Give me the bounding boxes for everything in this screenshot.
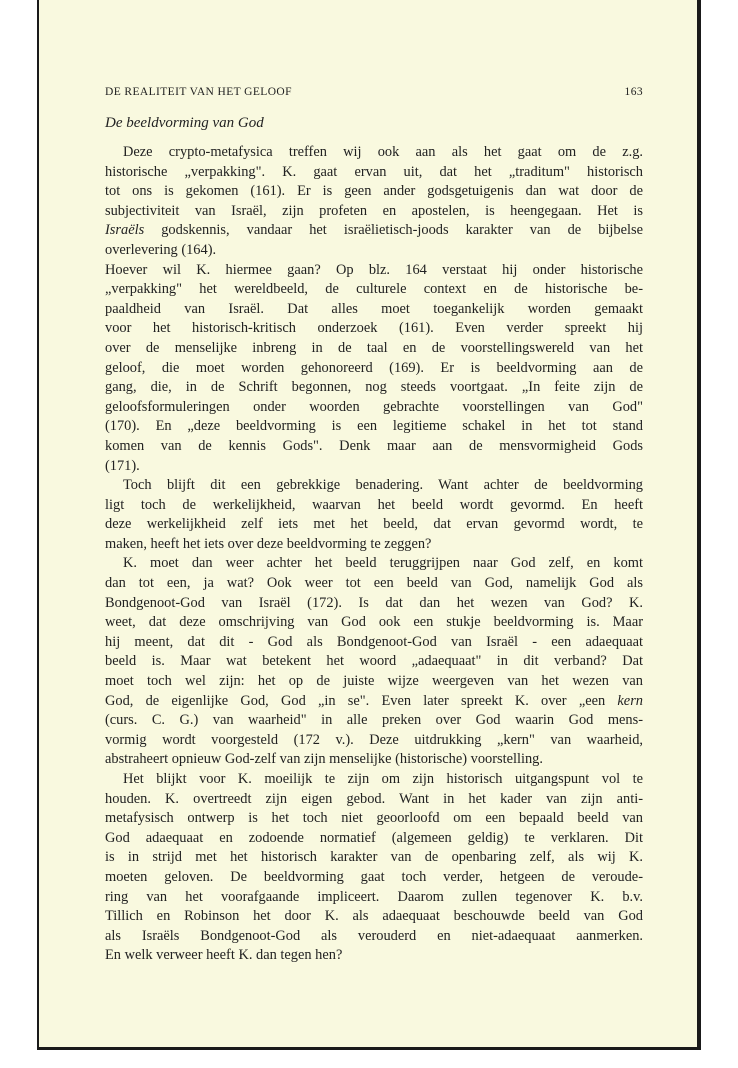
text-line	[105, 868, 643, 888]
line-text: subjectiviteit van Israël, zijn profeten en apostelen, is heengegaan. Het is	[105, 202, 643, 219]
line-text: Bondgenoot-God van Israël (172). Is dat dan het wezen van God? K.	[105, 594, 643, 611]
page-number: 163	[624, 86, 643, 98]
text-line	[105, 515, 643, 535]
line-text: godskennis, vandaar het israëlietisch-joods karakter van de bijbelse	[144, 222, 643, 239]
text-line	[105, 770, 643, 790]
line-text: Deze crypto-metafysica treffen wij ook aan als het gaat om de z.g.	[123, 144, 643, 160]
line-text: weet, dat deze omschrijving van God ook een stukje beeldvorming is. Maar	[105, 614, 643, 631]
text-line	[105, 809, 643, 829]
text-line	[105, 280, 643, 300]
line-text: tot ons is gekomen (161). Er is geen ander godsgetuigenis dan wat door de	[105, 183, 643, 200]
text-line	[105, 692, 643, 712]
line-text: Toch blijft dit een gebrekkige benadering. Want achter de beeldvorming	[123, 477, 643, 494]
text-line	[105, 378, 643, 398]
text-line	[105, 202, 643, 222]
italic-word: kern	[617, 692, 643, 709]
text-line	[105, 574, 643, 594]
line-text: God, de eigenlijke God, God „in se". Even later spreekt K. over „een	[105, 692, 618, 709]
text-line	[105, 163, 643, 183]
text-line	[105, 731, 643, 751]
text-line	[105, 241, 643, 261]
body-text	[105, 143, 643, 966]
line-text: deze werkelijkheid zelf iets met het beeld, dat ervan gevormd wordt, te	[105, 516, 643, 533]
text-line	[105, 888, 643, 908]
line-text: maken, heeft het iets over deze beeldvorming te zeggen?	[105, 535, 432, 552]
text-line	[105, 476, 643, 496]
text-line	[105, 633, 643, 653]
text-line	[105, 359, 643, 379]
line-text: Tillich en Robinson het door K. als adaequaat beschouwde beeld van God	[105, 908, 643, 925]
line-text: ring van het voorafgaande impliceert. Daarom zullen tegenover K. b.v.	[105, 888, 643, 905]
text-line	[105, 496, 643, 516]
line-text: vormig wordt voorgesteld (172 v.). Deze uitdrukking „kern" van waarheid,	[105, 731, 643, 748]
line-text: houden. K. overtreedt zijn eigen gebod. Want in het kader van zijn anti-	[105, 790, 643, 807]
section-title: De beeldvorming van God	[105, 115, 264, 131]
book-page	[37, 0, 701, 1050]
line-text: voor het historisch-kritisch onderzoek (161). Even verder spreekt hij	[105, 320, 643, 337]
line-text: (170). En „deze beeldvorming is een legitieme schakel in het tot stand	[105, 418, 643, 435]
text-line	[105, 750, 643, 770]
text-line	[105, 790, 643, 810]
line-text: Het blijkt voor K. moeilijk te zijn om zijn historisch uitgangspunt vol te	[123, 771, 643, 787]
text-line	[105, 594, 643, 614]
line-text: abstraheert opnieuw God-zelf van zijn menselijke (historische) voorstelling.	[105, 751, 543, 768]
line-text: metafysisch ontwerp is het toch niet geoorloofd om een bepaald beeld van	[105, 810, 643, 827]
text-line	[105, 927, 643, 947]
line-text: komen van de kennis Gods". Denk maar aan de mensvormigheid Gods	[105, 437, 643, 454]
text-line	[105, 946, 643, 966]
text-line	[105, 143, 643, 163]
running-header	[105, 86, 643, 98]
line-text: En welk verweer heeft K. dan tegen hen?	[105, 947, 343, 964]
text-line	[105, 848, 643, 868]
text-line	[105, 554, 643, 574]
text-line	[105, 221, 643, 241]
line-text: historische „verpakking". K. gaat ervan uit, dat het „traditum" historisch	[105, 163, 643, 180]
text-line	[105, 652, 643, 672]
text-line	[105, 182, 643, 202]
line-text: hij meent, dat dit - God als Bondgenoot-God van Israël - een adaequaat	[105, 633, 643, 650]
line-text: moeten geloven. De beeldvorming gaat toch verder, hetgeen de veroude-	[105, 868, 643, 885]
line-text: dan tot een, ja wat? Ook weer tot een beeld van God, namelijk God als	[105, 575, 643, 592]
line-text: overlevering (164).	[105, 241, 217, 258]
line-text: (171).	[105, 457, 140, 474]
text-line	[105, 300, 643, 320]
line-text: God adaequaat en zodoende normatief (algemeen geldig) te verklaren. Dit	[105, 829, 643, 846]
text-line	[105, 339, 643, 359]
line-text: als Israëls Bondgenoot-God als verouderd en niet-adaequaat aanmerken.	[105, 927, 643, 944]
text-line	[105, 319, 643, 339]
text-line	[105, 672, 643, 692]
line-text: Hoever wil K. hiermee gaan? Op blz. 164 verstaat hij onder historische	[105, 261, 643, 278]
line-text: over de menselijke inbreng in de taal en de voorstellingswereld van het	[105, 339, 643, 356]
text-line	[105, 711, 643, 731]
text-line	[105, 613, 643, 633]
line-text: (curs. C. G.) van waarheid" in alle preken over God waarin God mens-	[105, 712, 643, 729]
text-line	[105, 398, 643, 418]
line-text: moet toch wel zijn: het op de juiste wijze weergeven van het wezen van	[105, 673, 643, 690]
text-line	[105, 457, 643, 477]
text-line	[105, 417, 643, 437]
text-line	[105, 437, 643, 457]
text-line	[105, 535, 643, 555]
text-line	[105, 907, 643, 927]
line-text: geloof, die moet worden gehonoreerd (169). Er is beeldvorming aan de	[105, 359, 643, 376]
text-line	[105, 261, 643, 281]
line-text: gang, die, in de Schrift begonnen, nog steeds voortgaat. „In feite zijn de	[105, 379, 643, 396]
italic-word: Israëls	[105, 222, 145, 239]
line-text: paaldheid van Israël. Dat alles moet toegankelijk worden gemaakt	[105, 300, 643, 317]
line-text: ligt toch de werkelijkheid, waarvan het beeld wordt gevormd. En heeft	[105, 496, 643, 513]
text-line	[105, 829, 643, 849]
line-text: geloofsformuleringen onder woorden gebrachte voorstellingen van God"	[105, 398, 643, 415]
line-text: K. moet dan weer achter het beeld teruggrijpen naar God zelf, en komt	[123, 555, 643, 572]
line-text: beeld is. Maar wat betekent het woord „adaequaat" in dit verband? Dat	[105, 653, 643, 670]
running-title: DE REALITEIT VAN HET GELOOF	[105, 86, 292, 98]
line-text: „verpakking" het wereldbeeld, de culturele context en de historische be-	[105, 281, 643, 298]
line-text: is in strijd met het historisch karakter van de openbaring zelf, als wij K.	[105, 849, 643, 866]
